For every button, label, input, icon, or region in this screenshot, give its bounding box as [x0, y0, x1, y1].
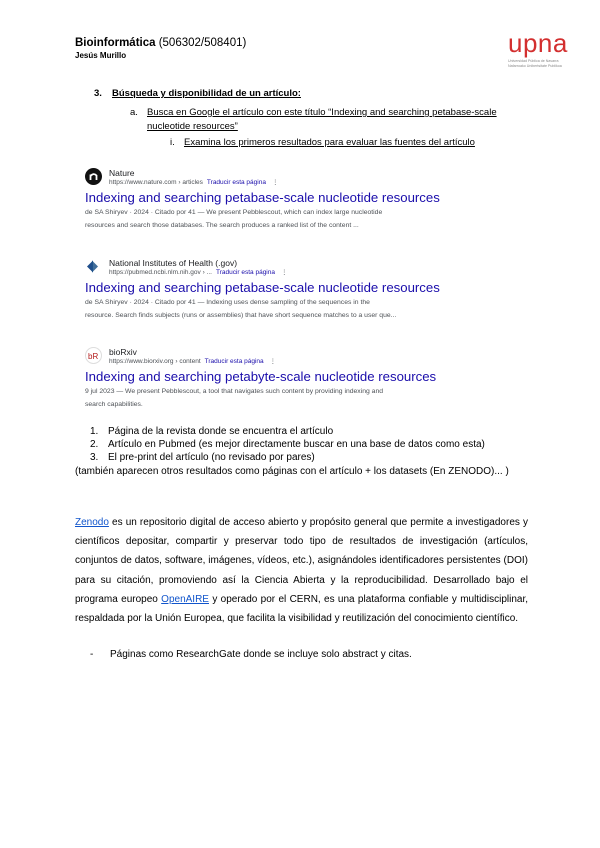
upna-logo — [508, 30, 576, 69]
list-item — [90, 451, 485, 464]
list-item — [90, 425, 485, 438]
result-snippet — [85, 207, 530, 232]
result-source-name: Nature — [109, 168, 135, 178]
result-snippet-line-1: de SA Shiryev · 2024 · Citado por 41 — Indexing uses dense sampling of the sequences in the — [85, 299, 370, 306]
result-title-link[interactable]: Indexing and searching petabase-scale nucleotide resources — [85, 190, 440, 205]
svg-text:bR: bR — [88, 352, 99, 360]
list-item-text: Página de la revista donde se encuentra el artículo — [108, 426, 334, 437]
list-item-number: 3. — [90, 452, 99, 463]
list-item-number: 2. — [90, 439, 99, 450]
list-item-text: Artículo en Pubmed (es mejor directamente buscar en una base de datos como esta) — [108, 439, 485, 450]
subitem-a — [130, 106, 530, 134]
nih-favicon-icon — [85, 258, 102, 275]
translate-link[interactable]: Traducir esta página — [215, 269, 275, 276]
result-snippet — [85, 297, 530, 322]
result-url[interactable]: https://www.nature.com › articles — [109, 179, 203, 186]
more-options-icon[interactable]: ⋮ — [280, 269, 288, 276]
subitem-a-text: Busca en Google el artículo con este título “Indexing and searching petabase-scale nucleotide resources” — [147, 107, 497, 132]
result-snippet-line-2: resource. Search finds subjects (runs or assemblies) that have short sequence matches to a user que... — [85, 311, 397, 319]
openaire-link[interactable]: OpenAIRE — [161, 593, 209, 605]
result-snippet-line-2: search capabilities. — [85, 400, 143, 408]
course-name: Bioinformática — [75, 37, 156, 49]
section-title: Búsqueda y disponibilidad de un artículo: — [112, 88, 301, 99]
list-item — [90, 438, 485, 451]
translate-link[interactable]: Traducir esta página — [206, 179, 266, 186]
logo-subtitle: Universidad Pública de Navarra Nafarroako Unibertsitate Publikoa — [508, 59, 562, 68]
subitem-a-label: a. — [130, 107, 138, 118]
paragraph-text-2: y operado por el CERN, es una plataforma confiable y multidisciplinar, respaldada por la Unión Europea, que facilita la visibilidad y reutilización del conocimiento científico. — [75, 593, 529, 625]
note-text: (también aparecen otros resultados como páginas con el artículo + los datasets (En ZENODO)... ) — [75, 466, 509, 477]
result-title-link[interactable]: Indexing and searching petabyte-scale nucleotide resources — [85, 369, 437, 384]
more-options-icon[interactable]: ⋮ — [269, 358, 277, 365]
result-snippet-line-1: de SA Shiryev · 2024 · Citado por 41 — We present Pebblescout, which can index large nucleotide — [85, 209, 383, 216]
more-options-icon[interactable]: ⋮ — [271, 179, 279, 186]
numbered-list — [90, 425, 485, 464]
author-name: Jesús Murillo — [75, 51, 127, 60]
result-source-name: National Institutes of Health (.gov) — [109, 258, 238, 268]
result-url[interactable]: https://www.biorxiv.org › content — [109, 358, 201, 365]
paragraph-text-1: es un repositorio digital de acceso abierto y propósito general que permite a investigadores y científicos depositar, compartir y preservar todo tipo de resultados de investigación (artículos, conjuntos de datos, software, imágenes, vídeos, etc.), asignándoles identificadores persistentes (DOI) para su citación, promoviendo así la Ciencia Abierta y la reproducibilidad. Desarrollado bajo el programa europeo — [75, 517, 528, 605]
document-header — [75, 37, 246, 49]
result-source-name: bioRxiv — [109, 347, 137, 357]
translate-link[interactable]: Traducir esta página — [204, 358, 264, 365]
search-result — [85, 258, 530, 322]
section-number: 3. — [94, 88, 102, 99]
dash-list-item — [90, 649, 412, 660]
zenodo-paragraph — [75, 513, 528, 628]
search-result — [85, 168, 530, 232]
result-snippet-line-2: resources and search those databases. The search produces a ranked list of the content ... — [85, 221, 359, 229]
nature-favicon-icon — [85, 168, 102, 185]
subitem-i-text: Examina los primeros resultados para evaluar las fuentes del artículo — [184, 137, 475, 148]
biorxiv-favicon-icon — [85, 347, 102, 364]
logo-word: upna — [508, 28, 568, 58]
dash-mark: - — [90, 649, 94, 660]
subitem-i-label: i. — [170, 137, 175, 148]
result-snippet-line-1: 9 jul 2023 — We present Pebblescout, a tool that navigates such content by providing indexing and — [85, 388, 383, 395]
result-title-link[interactable]: Indexing and searching petabase-scale nucleotide resources — [85, 280, 440, 295]
zenodo-link[interactable]: Zenodo — [75, 517, 109, 528]
result-url[interactable]: https://pubmed.ncbi.nlm.nih.gov › ... — [109, 269, 212, 276]
section-heading — [94, 88, 301, 99]
dash-item-text: Páginas como ResearchGate donde se incluye solo abstract y citas. — [110, 649, 412, 660]
list-item-text: El pre-print del artículo (no revisado por pares) — [108, 452, 315, 463]
list-item-number: 1. — [90, 426, 99, 437]
search-result — [85, 347, 530, 411]
subitem-i — [170, 137, 475, 148]
course-code: (506302/508401) — [155, 37, 247, 49]
result-snippet — [85, 386, 530, 411]
